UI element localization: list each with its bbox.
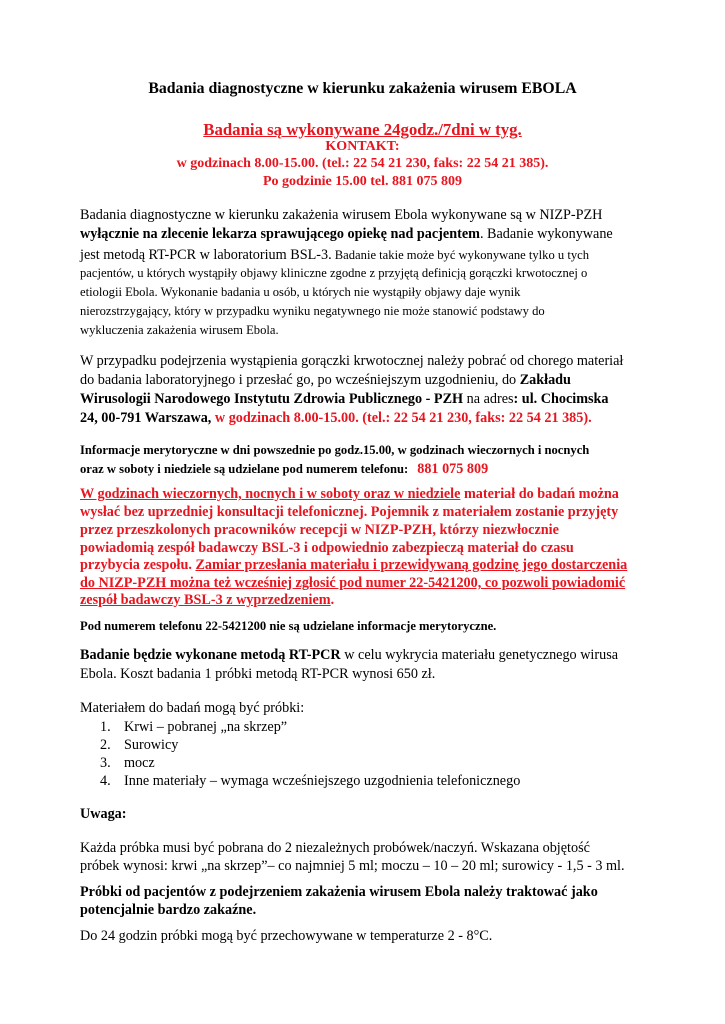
- list-item-number: 2.: [100, 737, 111, 753]
- p4-line1: [80, 486, 619, 503]
- p4-line3: przez przeszkolonych pracowników recepcji w NIZP-PZH, którzy niezwłocznie: [80, 522, 559, 538]
- p1-line1: Badania diagnostyczne w kierunku zakażenia wirusem Ebola wykonywane są w NIZP-PZH: [80, 207, 603, 223]
- list-item-number: 4.: [100, 773, 111, 789]
- p1-line2: [80, 226, 613, 243]
- p4-line5b: Zamiar przesłania materiału i przewidywaną godzinę jego dostarczenia: [195, 557, 628, 573]
- p2-line2b: Zakładu: [519, 372, 571, 388]
- list-item-number: 1.: [100, 719, 111, 735]
- warning-line1: Próbki od pacjentów z podejrzeniem zakażenia wirusem Ebola należy traktować jako: [80, 884, 598, 900]
- p4-line6: do NIZP-PZH można też wcześniej zgłosić pod numer 22-5421200, co pozwoli powiadomić: [80, 575, 626, 591]
- p2-line4: [80, 410, 592, 427]
- p3-phone: 881 075 809: [417, 461, 489, 477]
- p4-line1b: materiał do badań można: [460, 486, 619, 502]
- p2-line2a: do badania laboratoryjnego i przesłać go, po wcześniejszym uzgodnieniu, do: [80, 372, 520, 388]
- p4-line7-text: zespół badawczy BSL-3 z wyprzedzeniem: [80, 592, 331, 608]
- p3-line2: [80, 460, 488, 478]
- p4-line1a: W godzinach wieczornych, nocnych i w soboty oraz w niedziele: [80, 486, 461, 502]
- p4-line5a: przybycia zespołu.: [80, 557, 196, 573]
- p5-note: Pod numerem telefonu 22-5421200 nie są udzielane informacje merytoryczne.: [80, 619, 497, 633]
- p1-line5: etiologii Ebola. Wykonanie badania u osób, u których nie wystąpiły objawy daje wynik: [80, 285, 521, 299]
- p1-bold-text: wyłącznie na zlecenie lekarza sprawującego opiekę nad pacjentem: [80, 226, 480, 242]
- p4-line4: powiadomią zespół badawczy BSL-3 i odpowiednio zabezpieczą materiał do czasu: [80, 540, 574, 556]
- p6-line2: Ebola. Koszt badania 1 próbki metodą RT-PCR wynosi 650 zł.: [80, 666, 436, 682]
- p1-line3a: jest metodą RT-PCR w laboratorium BSL-3.: [80, 247, 332, 263]
- contact-heading: KONTAKT:: [325, 139, 400, 154]
- p3-line1: Informacje merytoryczne w dni powszednie po godz.15.00, w godzinach wieczornych i nocnych: [80, 443, 590, 457]
- list-item-number: 3.: [100, 755, 111, 771]
- note-line1: Każda próbka musi być pobrana do 2 niezależnych probówek/naczyń. Wskazana objętość: [80, 840, 590, 856]
- p4-line7-end: .: [330, 592, 335, 608]
- list-item: Inne materiały – wymaga wcześniejszego uzgodnienia telefonicznego: [124, 773, 521, 789]
- p1-line3b: Badanie takie może być wykonywane tylko u tych: [331, 248, 590, 262]
- p3-line2-text: oraz w soboty i niedziele są udzielane pod numerem telefonu:: [80, 462, 409, 476]
- p6-line1-rest: w celu wykrycia materiału genetycznego wirusa: [340, 647, 619, 663]
- list-item: mocz: [124, 755, 155, 771]
- p6-method: Badanie będzie wykonane metodą RT-PCR: [80, 647, 341, 663]
- warning-line2: potencjalnie bardzo zakaźne.: [80, 902, 257, 918]
- materials-intro: Materiałem do badań mogą być próbki:: [80, 700, 305, 716]
- p1-line2-rest: . Badanie wykonywane: [479, 226, 613, 242]
- p2-institute: Wirusologii Narodowego Instytutu Zdrowia Publicznego - PZH: [80, 391, 464, 407]
- list-item: Krwi – pobranej „na skrzep”: [124, 719, 288, 735]
- document-title: Badania diagnostyczne w kierunku zakażenia wirusem EBOLA: [148, 80, 577, 97]
- note-heading: Uwaga:: [80, 806, 127, 822]
- p1-line7: wykluczenia zakażenia wirusem Ebola.: [80, 323, 279, 337]
- p2-street: : ul. Chocimska: [513, 391, 609, 407]
- p1-line3: [80, 246, 589, 264]
- p2-line2: [80, 372, 571, 389]
- list-item: Surowicy: [124, 737, 179, 753]
- contact-after-hours: Po godzinie 15.00 tel. 881 075 809: [262, 174, 463, 189]
- p2-hours: w godzinach 8.00-15.00. (tel.: 22 54 21 230, faks: 22 54 21 385).: [214, 410, 592, 426]
- p4-line2: wysłać bez uprzedniej konsultacji telefonicznej. Pojemnik z materiałem zostanie przyjęty: [80, 504, 619, 520]
- note-line2: próbek wynosi: krwi „na skrzep”– co najmniej 5 ml; moczu – 10 – 20 ml; surowicy - 1,5 - 3 ml.: [80, 858, 625, 874]
- p2-address-label: na adres: [463, 391, 514, 407]
- p2-line3: [80, 391, 609, 408]
- p4-line7: [80, 592, 334, 609]
- availability-heading: Badania są wykonywane 24godz./7dni w tyg.: [203, 120, 522, 139]
- p2-line1: W przypadku podejrzenia wystąpienia gorączki krwotocznej należy pobrać od chorego materiał: [80, 353, 624, 369]
- p4-line5: [80, 557, 627, 574]
- storage-note: Do 24 godzin próbki mogą być przechowywane w temperaturze 2 - 8°C.: [80, 928, 493, 944]
- p1-line4: pacjentów, u których wystąpiły objawy kliniczne zgodne z przyjętą definicją gorączki krwotocznej o: [80, 266, 588, 280]
- p2-city: 24, 00-791 Warszawa,: [80, 410, 215, 426]
- p6-line1: [80, 647, 618, 664]
- contact-hours: w godzinach 8.00-15.00. (tel.: 22 54 21 230, faks: 22 54 21 385).: [176, 156, 549, 171]
- p1-line6: nierozstrzygający, który w przypadku wyniku negatywnego nie może stanowić podstawy do: [80, 304, 545, 318]
